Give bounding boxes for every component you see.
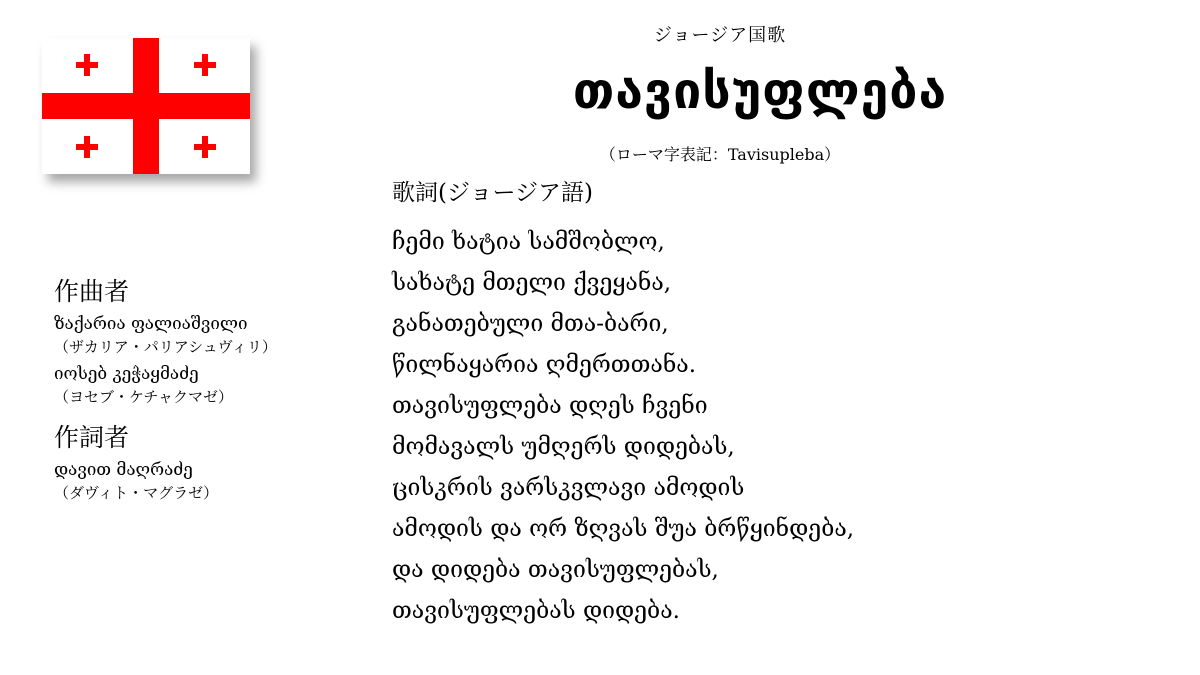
lyricist-name-kana: （ダヴィト・マグラゼ） bbox=[54, 484, 219, 502]
romanization-note: （ローマ字表記：Tavisupleba） bbox=[599, 145, 841, 164]
lyric-line: თავისუფლებას დიდება. bbox=[392, 598, 680, 624]
composer-name: ზაქარია ფალიაშვილი bbox=[54, 314, 248, 334]
lyricist-heading: 作詞者 bbox=[54, 423, 130, 452]
composer-name-kana: （ザカリア・パリアシュヴィリ） bbox=[54, 338, 277, 356]
lyric-line: წილნაყარია ღმერთთანა. bbox=[392, 352, 697, 378]
lyrics-heading: 歌詞(ジョージア語) bbox=[392, 180, 594, 206]
lyric-line: სახატე მთელი ქვეყანა, bbox=[392, 270, 672, 296]
lyric-line: თავისუფლება დღეს ჩვენი bbox=[392, 393, 708, 419]
lyrics-list bbox=[392, 222, 1152, 632]
flag-horizontal-bar bbox=[42, 93, 250, 119]
composer-name-kana: （ヨセブ・ケチャクマゼ） bbox=[54, 388, 233, 406]
anthem-title: თავისუფლება bbox=[572, 62, 948, 120]
lyric-line: მომავალს უმღერს დიდებას, bbox=[392, 434, 735, 460]
anthem-subtitle: ジョージア国歌 bbox=[653, 25, 787, 46]
lyric-line: და დიდება თავისუფლებას, bbox=[392, 557, 719, 583]
lyricist-name: დავით მაღრაძე bbox=[54, 460, 193, 480]
lyric-line: ჩემი ხატია სამშობლო, bbox=[392, 229, 665, 255]
lyric-line: ცისკრის ვარსკვლავი ამოდის bbox=[392, 475, 745, 501]
composer-heading: 作曲者 bbox=[54, 277, 130, 306]
lyric-line: ამოდის და ორ ზღვას შუა ბრწყინდება, bbox=[392, 516, 855, 542]
credits-panel bbox=[54, 272, 374, 508]
composer-name: იოსებ კეჭაყმაძე bbox=[54, 364, 199, 384]
lyric-line: განათებული მთა-ბარი, bbox=[392, 311, 669, 337]
georgian-flag-icon bbox=[42, 38, 250, 174]
